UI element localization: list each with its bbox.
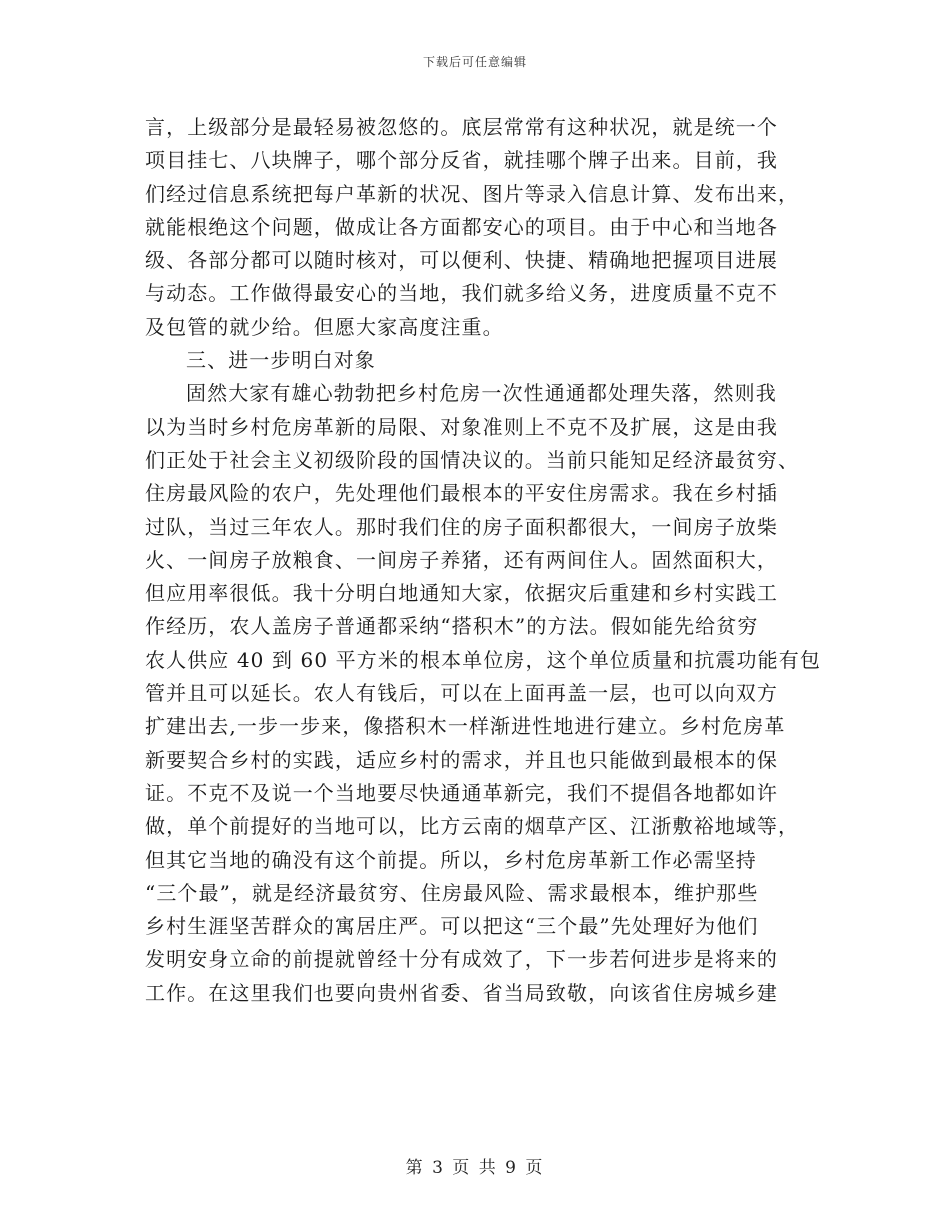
text-line: 以为当时乡村危房革新的局限、对象准则上不克不及扩展，这是由我 (145, 414, 778, 439)
text-line: 们正处于社会主义初级阶段的国情决议的。当前只能知足经济最贫穷、 (145, 447, 800, 472)
text-line: 新要契合乡村的实践，适应乡村的需求，并且也只能做到最根本的保 (145, 747, 778, 772)
page-header-note: 下载后可任意编辑 (422, 55, 527, 69)
text-line: 扩建出去,一步一步来，像搭积木一样渐进性地进行建立。乡村危房革 (145, 714, 786, 739)
text-line: 证。不克不及说一个当地要尽快通通革新完，我们不提倡各地都如许 (145, 780, 778, 805)
text-line: 乡村生涯坚苦群众的寓居庄严。可以把这“三个最”先处理好为他们 (145, 914, 759, 939)
text-line: 项目挂七、八块牌子，哪个部分反省，就挂哪个牌子出来。目前，我 (145, 148, 778, 173)
text-line: 言，上级部分是最轻易被忽悠的。底层常常有这种状况，就是统一个 (145, 115, 778, 139)
text-line: 就能根绝这个问题，做成让各方面都安心的项目。由于中心和当地各 (145, 214, 778, 239)
text-line: 但其它当地的确没有这个前提。所以，乡村危房革新工作必需坚持 (145, 847, 757, 872)
text-line: 发明安身立命的前提就曾经十分有成效了，下一步若何进步是将来的 (145, 947, 778, 972)
text-line: 们经过信息系统把每户革新的状况、图片等录入信息计算、发布出来， (145, 181, 800, 206)
text-line: 但应用率很低。我十分明白地通知大家，依据灾后重建和乡村实践工 (145, 581, 778, 606)
text-line: 级、各部分都可以随时核对，可以便利、快捷、精确地把握项目进展 (145, 248, 778, 273)
text-line: 做，单个前提好的当地可以，比方云南的烟草产区、江浙敷裕地域等， (145, 814, 800, 839)
text-line: 管并且可以延长。农人有钱后，可以在上面再盖一层，也可以向双方 (145, 681, 778, 706)
text-line: 及包管的就少给。但愿大家高度注重。 (145, 314, 504, 339)
text-line: 作经历，农人盖房子普通都采纳“搭积木”的方法。假如能先给贫穷 (145, 614, 759, 639)
text-line: 与动态。工作做得最安心的当地，我们就多给义务，进度质量不克不 (145, 281, 778, 306)
text-line: 火、一间房子放粮食、一间房子养猪，还有两间住人。固然面积大， (145, 547, 778, 572)
text-line: 过队，当过三年农人。那时我们住的房子面积都很大，一间房子放柴 (145, 514, 778, 539)
text-line: 住房最风险的农户，先处理他们最根本的平安住房需求。我在乡村插 (145, 481, 778, 506)
text-line: 工作。在这里我们也要向贵州省委、省当局致敬，向该省住房城乡建 (145, 980, 778, 1005)
section-heading: 三、进一步明白对象 (186, 348, 376, 373)
text-line: 固然大家有雄心勃勃把乡村危房一次性通通都处理失落，然则我 (186, 381, 777, 406)
document-body (145, 111, 821, 1010)
text-line: 农人供应 40 到 60 平方米的根本单位房，这个单位质量和抗震功能有包 (145, 647, 821, 672)
page-number-footer: 第 3 页 共 9 页 (405, 1158, 545, 1178)
text-line: “三个最”，就是经济最贫穷、住房最风险、需求最根本，维护那些 (145, 880, 759, 905)
